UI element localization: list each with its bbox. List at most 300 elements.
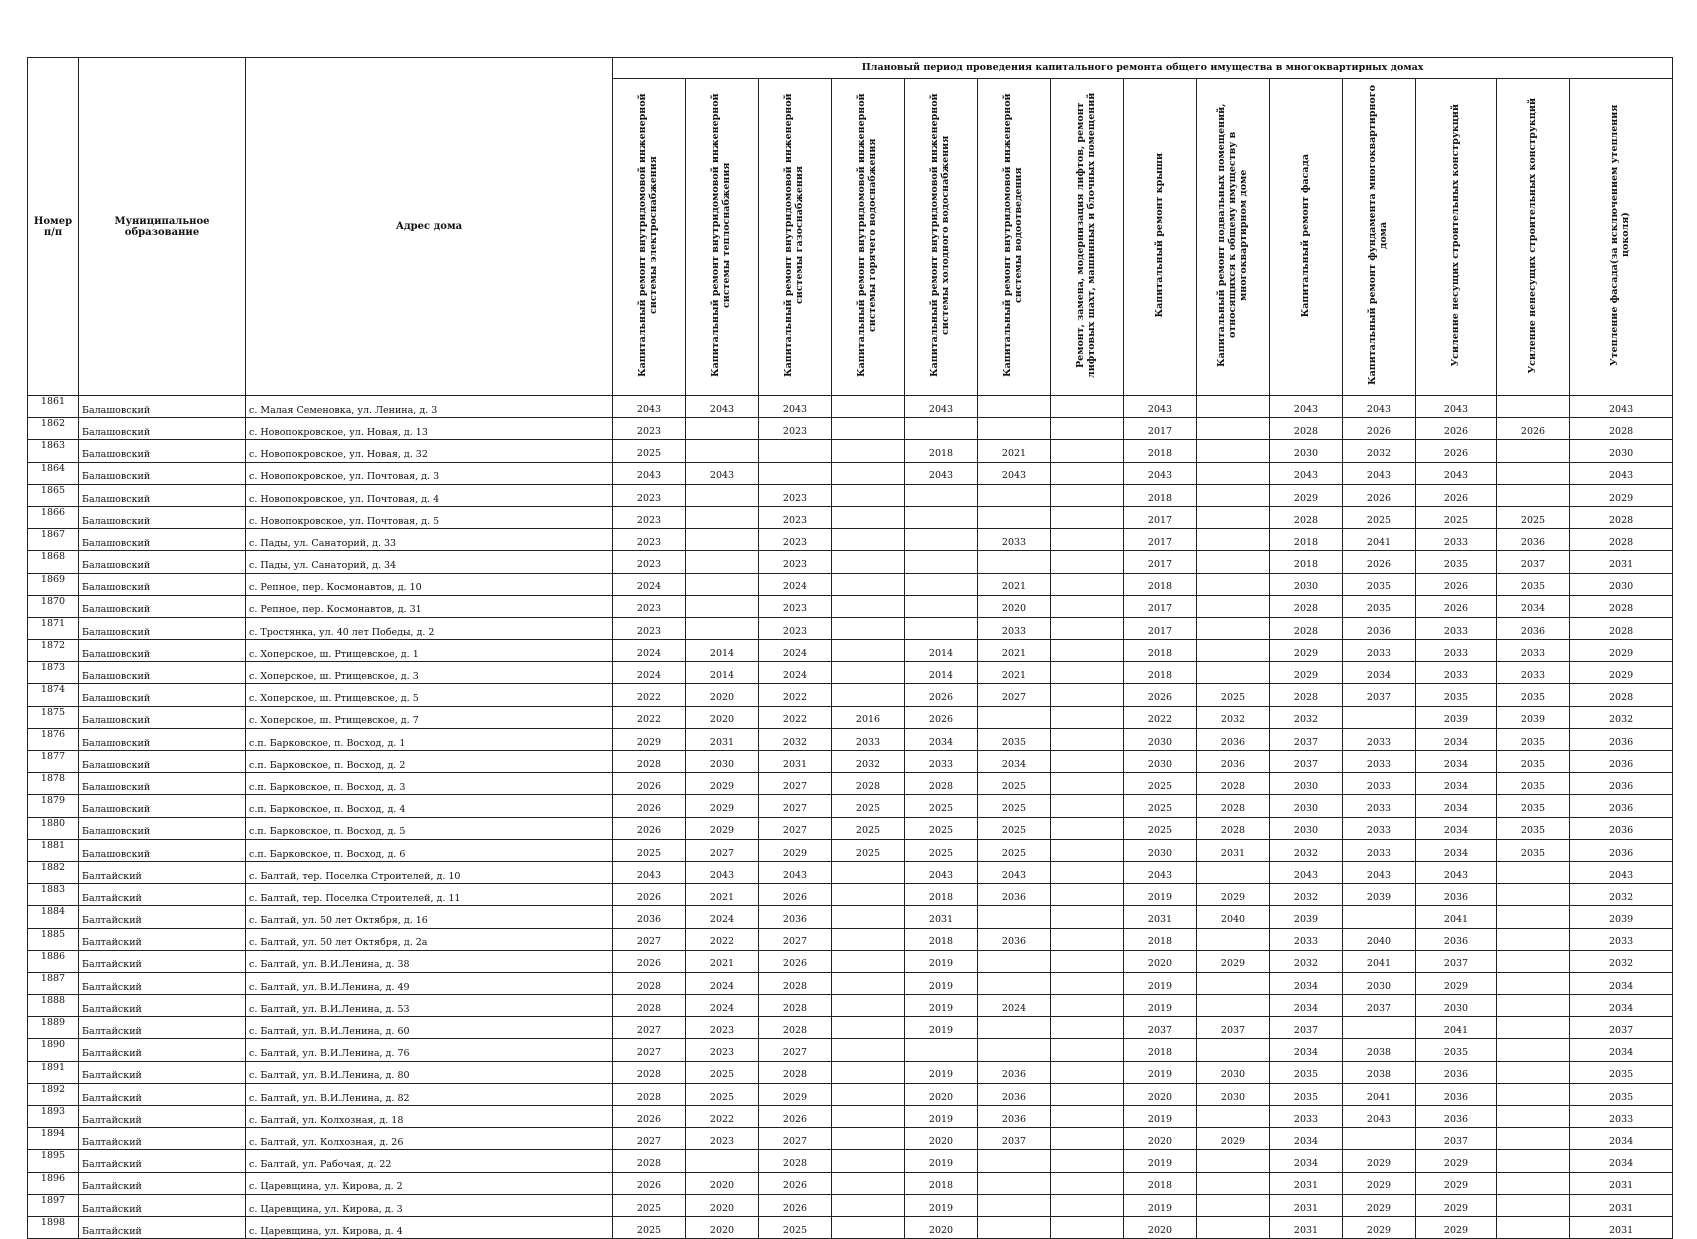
row-municipality: Балашовский xyxy=(79,706,246,728)
header-col-13 xyxy=(1497,79,1570,396)
year-cell: 2025 xyxy=(832,817,905,839)
row-number: 1881 xyxy=(28,839,79,861)
row-address: с. Балтай, ул. 50 лет Октября, д. 2а xyxy=(246,928,613,950)
year-cell xyxy=(978,1172,1051,1194)
row-address: с. Балтай, ул. В.И.Ленина, д. 76 xyxy=(246,1039,613,1061)
row-address: с.п. Барковское, п. Восход, д. 4 xyxy=(246,795,613,817)
year-cell xyxy=(1497,884,1570,906)
year-cell xyxy=(832,662,905,684)
year-cell: 2034 xyxy=(1416,751,1497,773)
table-row xyxy=(28,684,1673,706)
year-cell: 2035 xyxy=(978,728,1051,750)
year-cell: 2031 xyxy=(1124,906,1197,928)
year-cell xyxy=(686,573,759,595)
year-cell: 2028 xyxy=(613,1061,686,1083)
year-cell xyxy=(1051,751,1124,773)
year-cell: 2036 xyxy=(1343,617,1416,639)
table-row xyxy=(28,751,1673,773)
year-cell: 2028 xyxy=(1270,684,1343,706)
table-row xyxy=(28,1216,1673,1238)
year-cell: 2043 xyxy=(1416,462,1497,484)
year-cell: 2043 xyxy=(613,861,686,883)
year-cell: 2035 xyxy=(1497,795,1570,817)
year-cell: 2029 xyxy=(1416,1172,1497,1194)
year-cell: 2027 xyxy=(613,1017,686,1039)
year-cell: 2028 xyxy=(759,1150,832,1172)
year-cell: 2043 xyxy=(1343,1106,1416,1128)
year-cell: 2024 xyxy=(613,662,686,684)
year-cell: 2018 xyxy=(905,928,978,950)
year-cell xyxy=(1197,529,1270,551)
year-cell: 2037 xyxy=(978,1128,1051,1150)
table-row xyxy=(28,640,1673,662)
year-cell xyxy=(832,1106,905,1128)
year-cell xyxy=(978,706,1051,728)
year-cell xyxy=(1497,396,1570,418)
header-col-2 xyxy=(686,79,759,396)
year-cell: 2027 xyxy=(759,795,832,817)
row-number: 1875 xyxy=(28,706,79,728)
row-number: 1873 xyxy=(28,662,79,684)
year-cell: 2023 xyxy=(613,484,686,506)
year-cell: 2026 xyxy=(613,1106,686,1128)
year-cell: 2036 xyxy=(978,884,1051,906)
year-cell: 2026 xyxy=(905,684,978,706)
year-cell: 2017 xyxy=(1124,617,1197,639)
year-cell xyxy=(978,484,1051,506)
year-cell xyxy=(1197,440,1270,462)
header-col-label: Капитальный ремонт внутридомовой инженерной системы холодного водоснабжения xyxy=(929,93,951,378)
row-municipality: Балтайский xyxy=(79,928,246,950)
year-cell: 2033 xyxy=(1570,1106,1673,1128)
row-address: с. Балтай, ул. В.И.Ленина, д. 38 xyxy=(246,950,613,972)
year-cell xyxy=(1051,839,1124,861)
year-cell: 2033 xyxy=(1343,751,1416,773)
table-row xyxy=(28,1061,1673,1083)
year-cell: 2027 xyxy=(613,1128,686,1150)
row-address: с. Царевщина, ул. Кирова, д. 4 xyxy=(246,1216,613,1238)
year-cell: 2036 xyxy=(1570,773,1673,795)
year-cell: 2024 xyxy=(686,972,759,994)
year-cell xyxy=(686,440,759,462)
year-cell: 2036 xyxy=(1570,817,1673,839)
year-cell xyxy=(832,1150,905,1172)
year-cell: 2026 xyxy=(759,1172,832,1194)
year-cell: 2023 xyxy=(759,506,832,528)
header-col-label: Усиление ненесущих строительных конструкций xyxy=(1526,97,1538,374)
year-cell: 2036 xyxy=(978,1083,1051,1105)
year-cell xyxy=(1051,396,1124,418)
year-cell: 2036 xyxy=(1197,751,1270,773)
year-cell: 2027 xyxy=(613,928,686,950)
year-cell: 2029 xyxy=(1416,1194,1497,1216)
year-cell: 2043 xyxy=(1124,462,1197,484)
row-number: 1897 xyxy=(28,1194,79,1216)
year-cell: 2026 xyxy=(1416,484,1497,506)
row-number: 1893 xyxy=(28,1106,79,1128)
year-cell: 2043 xyxy=(905,396,978,418)
year-cell xyxy=(1197,861,1270,883)
year-cell: 2043 xyxy=(978,462,1051,484)
year-cell: 2028 xyxy=(1197,773,1270,795)
year-cell: 2023 xyxy=(613,506,686,528)
year-cell: 2036 xyxy=(1570,795,1673,817)
year-cell xyxy=(1343,1128,1416,1150)
row-address: с. Балтай, тер. Поселка Строителей, д. 11 xyxy=(246,884,613,906)
row-municipality: Балашовский xyxy=(79,839,246,861)
row-municipality: Балашовский xyxy=(79,440,246,462)
header-col-label: Капитальный ремонт внутридомовой инженерной системы водоотведения xyxy=(1002,93,1024,378)
row-number: 1866 xyxy=(28,506,79,528)
table-row xyxy=(28,617,1673,639)
year-cell: 2030 xyxy=(1270,773,1343,795)
year-cell: 2025 xyxy=(832,839,905,861)
year-cell: 2031 xyxy=(1270,1194,1343,1216)
year-cell: 2036 xyxy=(1197,728,1270,750)
year-cell: 2034 xyxy=(1570,972,1673,994)
year-cell xyxy=(686,551,759,573)
year-cell: 2017 xyxy=(1124,595,1197,617)
year-cell xyxy=(832,906,905,928)
year-cell xyxy=(1197,928,1270,950)
year-cell xyxy=(978,1150,1051,1172)
year-cell: 2022 xyxy=(1124,706,1197,728)
year-cell: 2026 xyxy=(1124,684,1197,706)
year-cell xyxy=(832,595,905,617)
year-cell: 2043 xyxy=(759,861,832,883)
row-address: с.п. Барковское, п. Восход, д. 2 xyxy=(246,751,613,773)
year-cell: 2037 xyxy=(1270,728,1343,750)
year-cell: 2035 xyxy=(1270,1061,1343,1083)
year-cell: 2025 xyxy=(759,1216,832,1238)
year-cell: 2030 xyxy=(1570,573,1673,595)
year-cell: 2033 xyxy=(1343,640,1416,662)
row-number: 1877 xyxy=(28,751,79,773)
year-cell: 2028 xyxy=(1570,529,1673,551)
year-cell: 2034 xyxy=(1416,795,1497,817)
row-number: 1869 xyxy=(28,573,79,595)
year-cell xyxy=(978,551,1051,573)
year-cell xyxy=(1497,440,1570,462)
year-cell: 2037 xyxy=(1497,551,1570,573)
year-cell xyxy=(1497,928,1570,950)
year-cell: 2019 xyxy=(1124,884,1197,906)
year-cell xyxy=(832,640,905,662)
year-cell xyxy=(1197,1194,1270,1216)
year-cell xyxy=(832,995,905,1017)
year-cell: 2029 xyxy=(1570,484,1673,506)
year-cell: 2032 xyxy=(1570,706,1673,728)
year-cell: 2028 xyxy=(1570,617,1673,639)
year-cell: 2043 xyxy=(759,396,832,418)
header-col-label: Капитальный ремонт фундамента многоквартирного дома xyxy=(1367,85,1389,386)
year-cell: 2025 xyxy=(1124,773,1197,795)
year-cell: 2031 xyxy=(1570,1194,1673,1216)
year-cell xyxy=(1497,1216,1570,1238)
year-cell: 2020 xyxy=(1124,1083,1197,1105)
year-cell xyxy=(832,506,905,528)
year-cell: 2026 xyxy=(1343,551,1416,573)
year-cell: 2026 xyxy=(905,706,978,728)
year-cell xyxy=(1051,462,1124,484)
row-address: с.п. Барковское, п. Восход, д. 3 xyxy=(246,773,613,795)
row-address: с. Малая Семеновка, ул. Ленина, д. 3 xyxy=(246,396,613,418)
row-number: 1874 xyxy=(28,684,79,706)
year-cell xyxy=(1197,1172,1270,1194)
year-cell: 2043 xyxy=(905,462,978,484)
year-cell xyxy=(1197,1216,1270,1238)
year-cell xyxy=(759,462,832,484)
year-cell: 2026 xyxy=(613,884,686,906)
year-cell: 2034 xyxy=(1270,1039,1343,1061)
year-cell: 2032 xyxy=(1270,839,1343,861)
row-number: 1885 xyxy=(28,928,79,950)
year-cell: 2023 xyxy=(613,551,686,573)
year-cell: 2025 xyxy=(613,1194,686,1216)
year-cell: 2033 xyxy=(978,529,1051,551)
year-cell xyxy=(1051,1039,1124,1061)
year-cell xyxy=(686,484,759,506)
year-cell xyxy=(1051,662,1124,684)
row-address: с. Балтай, тер. Поселка Строителей, д. 10 xyxy=(246,861,613,883)
year-cell: 2028 xyxy=(613,995,686,1017)
year-cell xyxy=(832,928,905,950)
year-cell: 2035 xyxy=(1497,684,1570,706)
year-cell: 2036 xyxy=(613,906,686,928)
year-cell: 2028 xyxy=(613,1083,686,1105)
year-cell xyxy=(905,573,978,595)
year-cell: 2027 xyxy=(759,1128,832,1150)
row-address: с. Балтай, ул. В.И.Ленина, д. 53 xyxy=(246,995,613,1017)
year-cell: 2020 xyxy=(686,684,759,706)
year-cell: 2033 xyxy=(1416,617,1497,639)
row-municipality: Балтайский xyxy=(79,906,246,928)
row-municipality: Балашовский xyxy=(79,817,246,839)
year-cell: 2035 xyxy=(1497,817,1570,839)
year-cell: 2029 xyxy=(1270,484,1343,506)
year-cell: 2033 xyxy=(1270,1106,1343,1128)
year-cell: 2031 xyxy=(1570,551,1673,573)
year-cell: 2035 xyxy=(1497,773,1570,795)
year-cell: 2037 xyxy=(1343,684,1416,706)
year-cell: 2031 xyxy=(905,906,978,928)
year-cell: 2043 xyxy=(1270,861,1343,883)
year-cell: 2023 xyxy=(613,617,686,639)
year-cell: 2025 xyxy=(613,440,686,462)
year-cell: 2035 xyxy=(1416,1039,1497,1061)
year-cell: 2014 xyxy=(905,662,978,684)
year-cell: 2020 xyxy=(686,1216,759,1238)
table-row xyxy=(28,950,1673,972)
row-address: с.п. Барковское, п. Восход, д. 5 xyxy=(246,817,613,839)
year-cell xyxy=(832,1061,905,1083)
year-cell: 2025 xyxy=(978,773,1051,795)
year-cell: 2025 xyxy=(905,817,978,839)
year-cell: 2035 xyxy=(1416,551,1497,573)
year-cell: 2024 xyxy=(613,640,686,662)
year-cell: 2019 xyxy=(1124,995,1197,1017)
row-municipality: Балашовский xyxy=(79,640,246,662)
row-number: 1864 xyxy=(28,462,79,484)
year-cell xyxy=(832,418,905,440)
year-cell: 2026 xyxy=(613,817,686,839)
year-cell xyxy=(1051,928,1124,950)
year-cell: 2028 xyxy=(759,995,832,1017)
row-address: с. Балтай, ул. В.И.Ленина, д. 80 xyxy=(246,1061,613,1083)
row-municipality: Балтайский xyxy=(79,1061,246,1083)
table-row xyxy=(28,817,1673,839)
row-municipality: Балтайский xyxy=(79,995,246,1017)
year-cell xyxy=(1051,440,1124,462)
year-cell: 2034 xyxy=(978,751,1051,773)
year-cell: 2035 xyxy=(1570,1061,1673,1083)
year-cell: 2032 xyxy=(1270,950,1343,972)
row-municipality: Балашовский xyxy=(79,684,246,706)
year-cell: 2043 xyxy=(686,396,759,418)
row-number: 1895 xyxy=(28,1150,79,1172)
year-cell: 2025 xyxy=(1343,506,1416,528)
table-row xyxy=(28,529,1673,551)
table-row xyxy=(28,1039,1673,1061)
year-cell xyxy=(1051,551,1124,573)
year-cell: 2028 xyxy=(1270,617,1343,639)
year-cell: 2019 xyxy=(1124,1061,1197,1083)
row-number: 1884 xyxy=(28,906,79,928)
year-cell: 2025 xyxy=(1497,506,1570,528)
year-cell: 2025 xyxy=(978,839,1051,861)
year-cell: 2029 xyxy=(1343,1194,1416,1216)
year-cell xyxy=(1497,950,1570,972)
year-cell: 2034 xyxy=(1343,662,1416,684)
year-cell: 2039 xyxy=(1570,906,1673,928)
year-cell: 2036 xyxy=(759,906,832,928)
year-cell: 2040 xyxy=(1343,928,1416,950)
year-cell: 2028 xyxy=(1270,595,1343,617)
year-cell xyxy=(905,418,978,440)
year-cell: 2019 xyxy=(1124,1106,1197,1128)
year-cell xyxy=(832,1194,905,1216)
row-number: 1883 xyxy=(28,884,79,906)
year-cell: 2039 xyxy=(1497,706,1570,728)
year-cell: 2033 xyxy=(832,728,905,750)
year-cell xyxy=(1051,773,1124,795)
year-cell: 2035 xyxy=(1497,728,1570,750)
row-municipality: Балтайский xyxy=(79,1128,246,1150)
header-col-label: Капитальный ремонт внутридомовой инженерной системы электроснабжения xyxy=(637,93,659,378)
year-cell: 2034 xyxy=(1270,972,1343,994)
year-cell: 2019 xyxy=(1124,1150,1197,1172)
year-cell: 2036 xyxy=(1497,617,1570,639)
year-cell: 2034 xyxy=(1416,728,1497,750)
row-number: 1886 xyxy=(28,950,79,972)
year-cell: 2019 xyxy=(905,950,978,972)
year-cell: 2032 xyxy=(1197,706,1270,728)
year-cell: 2018 xyxy=(1124,662,1197,684)
year-cell xyxy=(978,418,1051,440)
year-cell: 2043 xyxy=(1570,396,1673,418)
year-cell xyxy=(1197,551,1270,573)
year-cell: 2029 xyxy=(1570,662,1673,684)
year-cell: 2022 xyxy=(686,1106,759,1128)
table-row xyxy=(28,1194,1673,1216)
year-cell: 2018 xyxy=(1124,573,1197,595)
year-cell: 2031 xyxy=(1570,1172,1673,1194)
header-col-label: Усиление несущих строительных конструкций xyxy=(1449,104,1461,367)
year-cell: 2026 xyxy=(1416,595,1497,617)
row-address: с.п. Барковское, п. Восход, д. 1 xyxy=(246,728,613,750)
row-number: 1889 xyxy=(28,1017,79,1039)
year-cell: 2022 xyxy=(613,684,686,706)
year-cell: 2020 xyxy=(1124,1216,1197,1238)
year-cell: 2037 xyxy=(1416,1128,1497,1150)
year-cell xyxy=(1197,506,1270,528)
year-cell: 2033 xyxy=(1416,662,1497,684)
year-cell xyxy=(832,972,905,994)
row-municipality: Балтайский xyxy=(79,1172,246,1194)
year-cell xyxy=(832,884,905,906)
row-number: 1880 xyxy=(28,817,79,839)
table-row xyxy=(28,1017,1673,1039)
year-cell: 2026 xyxy=(613,795,686,817)
year-cell: 2036 xyxy=(978,1106,1051,1128)
year-cell xyxy=(905,551,978,573)
year-cell xyxy=(905,617,978,639)
year-cell: 2018 xyxy=(905,440,978,462)
table-row xyxy=(28,773,1673,795)
row-address: с. Репное, пер. Космонавтов, д. 10 xyxy=(246,573,613,595)
year-cell xyxy=(1051,995,1124,1017)
year-cell xyxy=(905,506,978,528)
row-municipality: Балашовский xyxy=(79,506,246,528)
year-cell xyxy=(978,1216,1051,1238)
row-address: с. Хоперское, ш. Ртищевское, д. 5 xyxy=(246,684,613,706)
year-cell: 2035 xyxy=(1343,573,1416,595)
year-cell xyxy=(1197,1150,1270,1172)
table-row xyxy=(28,440,1673,462)
year-cell: 2037 xyxy=(1197,1017,1270,1039)
year-cell: 2034 xyxy=(1416,773,1497,795)
year-cell: 2033 xyxy=(1570,928,1673,950)
header-col-14 xyxy=(1570,79,1673,396)
year-cell: 2039 xyxy=(1270,906,1343,928)
row-address: с. Пады, ул. Санаторий, д. 34 xyxy=(246,551,613,573)
year-cell: 2029 xyxy=(1197,1128,1270,1150)
year-cell xyxy=(1051,684,1124,706)
year-cell xyxy=(832,551,905,573)
year-cell: 2028 xyxy=(613,751,686,773)
year-cell: 2025 xyxy=(905,839,978,861)
year-cell: 2041 xyxy=(1416,906,1497,928)
year-cell: 2034 xyxy=(1270,1150,1343,1172)
year-cell xyxy=(832,573,905,595)
year-cell: 2032 xyxy=(832,751,905,773)
year-cell: 2033 xyxy=(1343,728,1416,750)
year-cell: 2025 xyxy=(613,839,686,861)
year-cell xyxy=(1343,1017,1416,1039)
year-cell xyxy=(1497,462,1570,484)
year-cell xyxy=(686,506,759,528)
year-cell: 2034 xyxy=(1270,1128,1343,1150)
year-cell xyxy=(1497,972,1570,994)
year-cell: 2030 xyxy=(1343,972,1416,994)
year-cell: 2016 xyxy=(832,706,905,728)
year-cell: 2034 xyxy=(1570,1039,1673,1061)
year-cell: 2029 xyxy=(1416,1216,1497,1238)
year-cell: 2037 xyxy=(1570,1017,1673,1039)
year-cell xyxy=(832,484,905,506)
year-cell: 2036 xyxy=(1416,1083,1497,1105)
year-cell xyxy=(686,1150,759,1172)
